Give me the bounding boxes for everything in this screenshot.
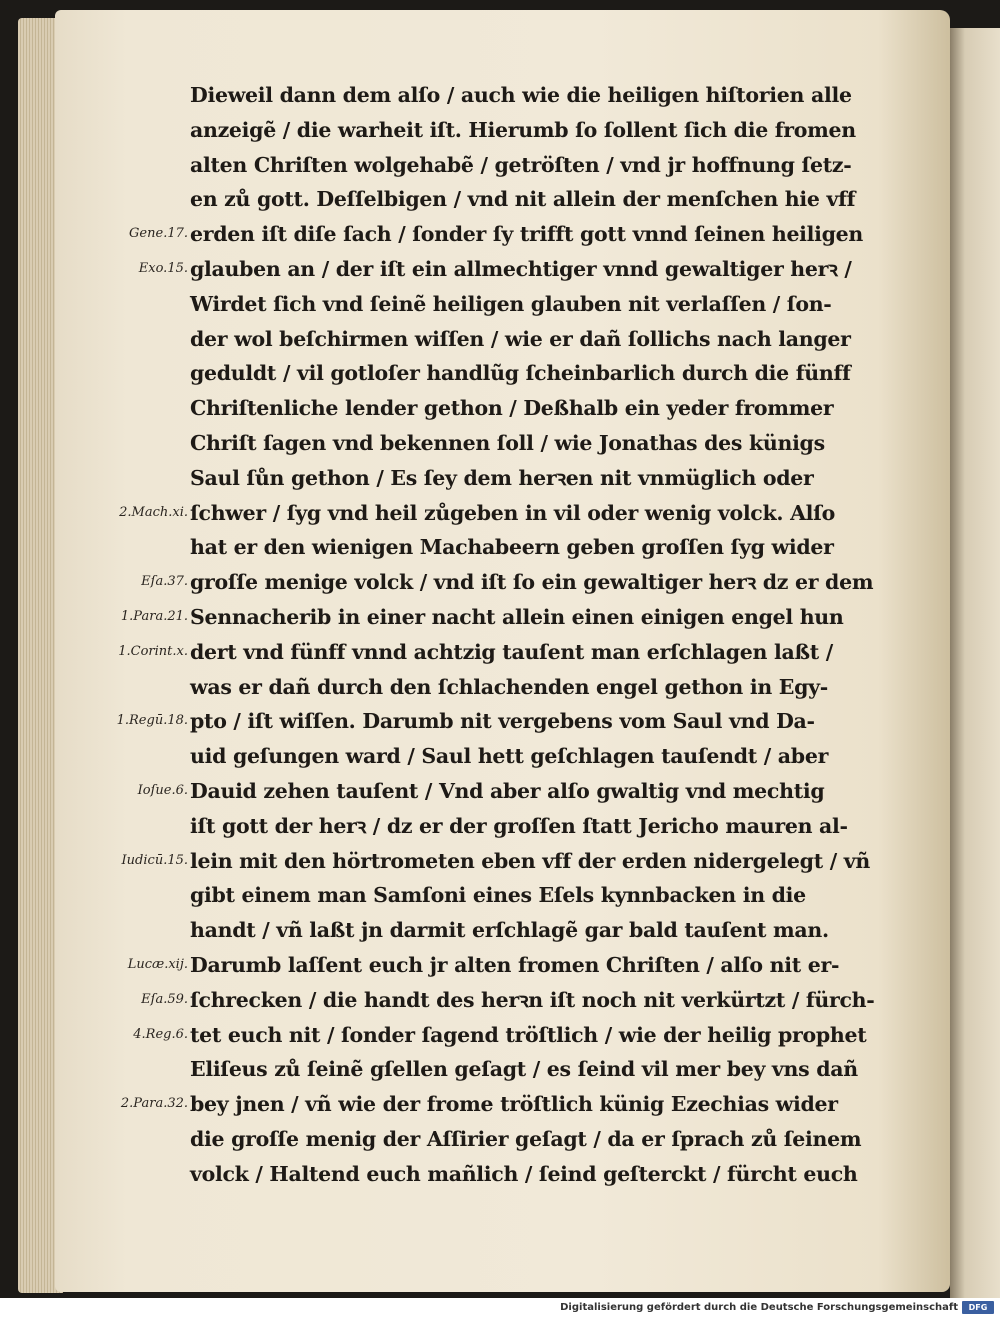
text-line: dert vnd fünff vnnd achtzig tauſent man erſchlagen laßt / bbox=[190, 639, 833, 664]
text-line: bey jnen / vñ wie der frome tröſtlich künig Ezechias wider bbox=[190, 1092, 838, 1117]
text-line: Dauid zehen tauſent / Vnd aber alſo gwaltig vnd mechtig bbox=[190, 778, 825, 803]
margin-reference: 1.Corint.x. bbox=[118, 643, 188, 659]
funding-notice: Digitalisierung gefördert durch die Deutsche Forschungsgemeinschaft bbox=[560, 1302, 958, 1313]
margin-reference: Ioſue.6. bbox=[137, 783, 188, 798]
text-line: erden iſt diſe ſach / ſonder ſy trifft gott vnnd ſeinen heiligen bbox=[190, 222, 864, 247]
page-text-block bbox=[190, 78, 900, 1192]
text-line: ſchwer / ſyg vnd heil zůgeben in vil oder wenig volck. Alſo bbox=[190, 500, 836, 525]
margin-reference: Lucæ.xij. bbox=[127, 957, 188, 972]
text-line: alten Chriſten wolgehabẽ / getröſten / vnd jr hoffnung ſetz- bbox=[190, 152, 852, 177]
text-line: uid geſungen ward / Saul hett geſchlagen tauſendt / aber bbox=[190, 744, 829, 769]
text-line: anzeigẽ / die warheit iſt. Hierumb ſo ſollent ſich die fromen bbox=[190, 117, 856, 142]
text-line: Chriſtenliche lender gethon / Deßhalb ein yeder frommer bbox=[190, 396, 834, 421]
margin-reference: 1.Para.21. bbox=[120, 609, 188, 624]
margin-reference: Gene.17. bbox=[129, 226, 188, 242]
text-line: groſſe menige volck / vnd iſt ſo ein gewaltiger herꝛ dz er dem bbox=[190, 570, 874, 595]
text-line: lein mit den hörtrometen eben vff der erden nidergelegt / vñ bbox=[190, 848, 870, 873]
margin-reference: Eſa.37. bbox=[141, 574, 188, 590]
text-line: die groſſe menig der Aſſirier geſagt / da er ſprach zů ſeinem bbox=[190, 1126, 862, 1151]
text-line: geduldt / vil gotloſer handlũg ſcheinbarlich durch die fünff bbox=[190, 361, 851, 386]
text-line: en zů gott. Deſſelbigen / vnd nit allein der menſchen hie vff bbox=[190, 187, 856, 212]
text-line: iſt gott der herꝛ / dz er der groſſen ſtatt Jericho mauren al- bbox=[190, 813, 848, 838]
facing-page-edge bbox=[950, 28, 1000, 1298]
text-line: pto / iſt wiſſen. Darumb nit vergebens vom Saul vnd Da- bbox=[190, 709, 815, 734]
margin-reference: Exo.15. bbox=[138, 261, 188, 276]
margin-reference: Iudicū.15. bbox=[121, 852, 188, 868]
margin-reference: 1.Regū.18. bbox=[116, 713, 188, 729]
text-line: gibt einem man Samſoni eines Eſels kynnbacken in die bbox=[190, 883, 806, 908]
text-line: handt / vñ laßt jn darmit erſchlagẽ gar bald tauſent man. bbox=[190, 918, 829, 943]
text-line: Darumb laſſent euch jr alten fromen Chriſten / alſo nit er- bbox=[190, 952, 840, 977]
footer-bar bbox=[0, 1298, 1000, 1318]
text-line: Chriſt ſagen vnd bekennen ſoll / wie Jonathas des künigs bbox=[190, 430, 825, 455]
margin-reference: 2.Para.32. bbox=[120, 1096, 188, 1112]
text-line: was er dañ durch den ſchlachenden engel gethon in Egy- bbox=[190, 674, 828, 699]
text-line: der wol beſchirmen wiſſen / wie er dañ ſollichs nach langer bbox=[190, 326, 851, 351]
dfg-logo: DFG bbox=[962, 1301, 994, 1314]
margin-reference: 4.Reg.6. bbox=[133, 1026, 188, 1042]
text-line: ſchrecken / die handt des herꝛn iſt noch nit verkürtzt / fürch- bbox=[190, 987, 875, 1012]
text-line: Sennacherib in einer nacht allein einen einigen engel hun bbox=[190, 604, 844, 629]
text-line: glauben an / der iſt ein allmechtiger vnnd gewaltiger herꝛ / bbox=[190, 256, 852, 281]
text-line: Saul ſůn gethon / Es ſey dem herꝛen nit vnmüglich oder bbox=[190, 465, 814, 490]
margin-reference: Eſa.59. bbox=[141, 991, 188, 1007]
text-line: hat er den wienigen Machabeern geben groſſen ſyg wider bbox=[190, 535, 834, 560]
text-line: Eliſeus zů ſeinẽ gſellen geſagt / es ſeind vil mer bey vns dañ bbox=[190, 1057, 858, 1082]
text-line: tet euch nit / ſonder ſagend tröſtlich / wie der heilig prophet bbox=[190, 1022, 867, 1047]
text-line: Wirdet ſich vnd ſeinẽ heiligen glauben nit verlaſſen / ſon- bbox=[190, 291, 832, 316]
text-line: Dieweil dann dem alſo / auch wie die heiligen hiſtorien alle bbox=[190, 83, 852, 107]
text-line: volck / Haltend euch mañlich / ſeind geſterckt / fürcht euch bbox=[190, 1161, 858, 1186]
margin-reference: 2.Mach.xi. bbox=[119, 504, 188, 520]
